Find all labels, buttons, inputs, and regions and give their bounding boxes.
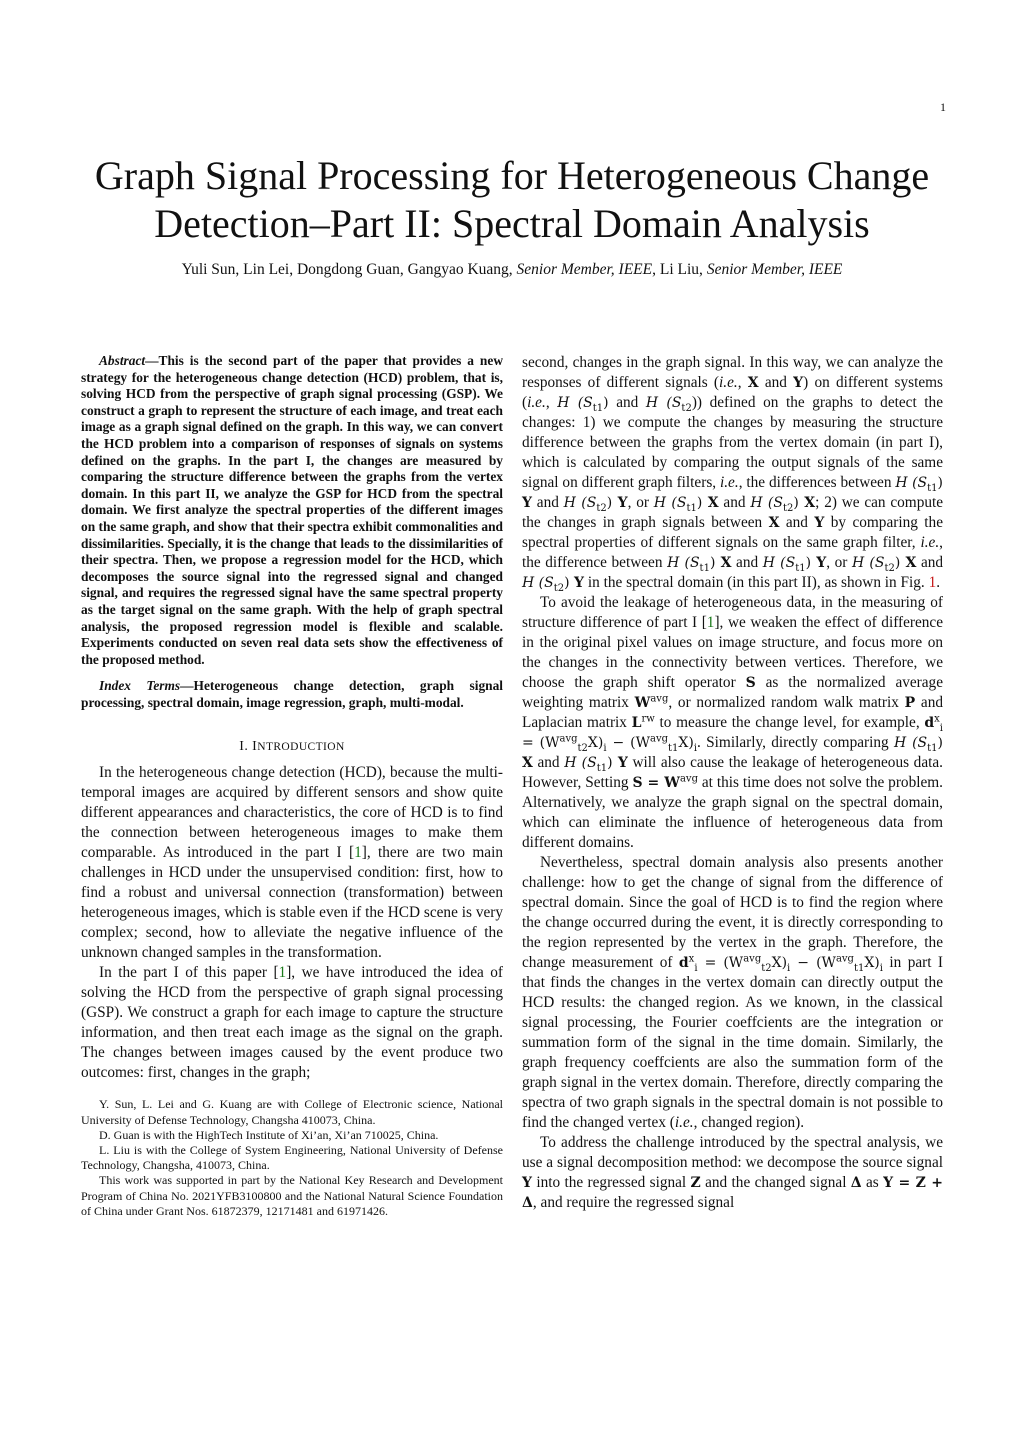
math-L-rw bbox=[632, 715, 655, 731]
subscript: i bbox=[939, 722, 943, 734]
math-H-S: H (S bbox=[653, 495, 687, 511]
text-span: , the differences between bbox=[738, 474, 896, 491]
subscript: t2 bbox=[577, 742, 588, 754]
text-span: In the part I of this paper [ bbox=[99, 964, 279, 982]
text-span: , bbox=[737, 374, 748, 391]
text-span: and bbox=[532, 494, 564, 511]
math-Z: Z bbox=[690, 1175, 701, 1191]
math-part: X) bbox=[864, 955, 880, 971]
math-H-S: H (S bbox=[667, 555, 700, 571]
math-paren: ) bbox=[937, 475, 944, 491]
superscript: avg bbox=[743, 953, 762, 965]
left-column bbox=[81, 353, 503, 1219]
text-span: and bbox=[779, 514, 815, 531]
subscript: t1 bbox=[927, 482, 938, 494]
text-span: into the regressed signal bbox=[532, 1174, 691, 1191]
footnotes bbox=[81, 1097, 503, 1219]
subscript: t1 bbox=[592, 402, 604, 414]
superscript: rw bbox=[641, 713, 655, 725]
subscript: t1 bbox=[668, 742, 679, 754]
math-decomposition: Y = Z + Δ bbox=[522, 1175, 943, 1211]
subscript: i bbox=[694, 962, 698, 974]
math-S-equals-W-avg bbox=[632, 775, 698, 791]
index-terms-lead: Index Terms bbox=[99, 678, 181, 694]
math-Y: Y bbox=[522, 1175, 532, 1191]
math-H-S-t2-X bbox=[750, 495, 816, 514]
footnote: Y. Sun, L. Lei and G. Kuang are with College of Electronic science, National University of Defense Technology, Changsha 410073, China. bbox=[81, 1097, 503, 1127]
text-span: , bbox=[545, 394, 558, 411]
text-span: . bbox=[936, 574, 941, 591]
right-paragraph-4 bbox=[522, 1133, 943, 1213]
math-paren: ) bbox=[696, 495, 703, 511]
ie-abbr: i.e. bbox=[527, 394, 546, 411]
text-span: , or normalized random walk matrix bbox=[668, 694, 905, 711]
text-span: and bbox=[758, 374, 794, 391]
text-span: as bbox=[861, 1174, 884, 1191]
math-H-S: H (S bbox=[893, 735, 928, 751]
ie-abbr: i.e. bbox=[920, 534, 940, 551]
math-X: X bbox=[747, 375, 759, 391]
intro-paragraph-1 bbox=[81, 763, 503, 963]
math-paren: ) bbox=[709, 555, 716, 571]
math-H-S-t2-Y bbox=[522, 575, 585, 594]
footnote: This work was supported in part by the National Key Research and Development Program of China No. 2021YFB3100800 and the National Natural Science Foundation of China under Grant Nos. 61872379, 12171481 and 61971426. bbox=[81, 1173, 503, 1218]
math-part: = (W bbox=[522, 735, 560, 751]
superscript: avg bbox=[679, 773, 698, 785]
ie-abbr: i.e. bbox=[674, 1114, 694, 1131]
footnote: D. Guan is with the HighTech Institute of Xi’an, Xi’an 710025, China. bbox=[99, 1127, 439, 1142]
math-X: X bbox=[768, 515, 780, 531]
math-X: X bbox=[804, 495, 816, 511]
subscript: t2 bbox=[783, 502, 794, 514]
text-span: To avoid the leakage of heterogeneous data, in the measuring of structure difference of part I [ bbox=[522, 594, 943, 631]
math-H-S: H (S bbox=[557, 395, 593, 411]
math-Y: Y bbox=[814, 515, 825, 531]
citation-link[interactable]: 1 bbox=[706, 614, 715, 631]
math-part: = (W bbox=[697, 955, 744, 971]
subscript: i bbox=[603, 742, 607, 754]
math-H-S: H (S bbox=[851, 555, 885, 571]
math-paren: ) bbox=[805, 555, 812, 571]
right-paragraph-1 bbox=[522, 353, 943, 593]
text-span: and bbox=[731, 554, 763, 571]
index-terms-text: —Heterogeneous change detection, graph signal processing, spectral domain, image regression, graph, multi-modal. bbox=[81, 678, 503, 710]
math-H-S: H (S bbox=[750, 495, 783, 511]
math-H-S: H (S bbox=[645, 395, 682, 411]
subscript: t2 bbox=[761, 962, 772, 974]
math-Y: Y bbox=[522, 495, 532, 511]
abstract-text: —This is the second part of the paper that provides a new strategy for the heterogeneous change detection (HCD) problem, that is, solving HCD from the perspective of graph signal processing (GSP). We construct a graph to represent the structure of each image, and treat each image as a graph signal defined on the graph. In this way, we can convert the HCD problem into a comparison of responses of signals on systems defined on the graphs. In the part I, the changes are measured by comparing the structure difference between the graphs from the vertex domain. In this part II, we analyze the GSP for HCD from the spectral domain. We first analyze the spectral properties of the different images on the same graph, and show that their spectra exhibit commonalities and dissimilarities. Specially, it is the change that leads to the dissimilarities of their spectra. Then, we propose a regression model for the HCD, which decomposes the source signal into the regressed signal and changed signal, and requires the regressed signal have the same spectral property as the target signal on the same graph. With the help of graph spectral analysis, the proposed regression model is flexible and scalable. Experiments conducted on seven real data sets show the effectiveness of the proposed method. bbox=[81, 353, 503, 667]
math-H-S-t1 bbox=[557, 395, 609, 414]
math-paren: ) bbox=[606, 495, 613, 511]
text-span: To address the challenge introduced by the spectral analysis, we use a signal decomposition method: we decompose the source signal bbox=[522, 1134, 943, 1171]
math-H-S: H (S bbox=[762, 555, 796, 571]
math-H-S: H (S bbox=[563, 495, 597, 511]
math-part: X) bbox=[678, 735, 694, 751]
section-numeral: I. bbox=[239, 739, 253, 755]
authors-part-1: Yuli Sun, Lin Lei, Dongdong Guan, Gangyao Kuang, bbox=[181, 261, 517, 278]
text-span: will also cause the leakage of heterogeneous data. However, Setting bbox=[522, 754, 943, 791]
subscript: t1 bbox=[795, 562, 806, 574]
text-span: ], we have introduced the idea of solving the HCD from the perspective of graph signal processing (GSP). We construct a graph for each image to capture the structure information, and then treat each image as the signal on the graph. The changes between images caused by the event produce two outcomes: first, changes in the graph; bbox=[81, 964, 504, 1082]
math-change-equation bbox=[678, 953, 883, 974]
right-paragraph-3 bbox=[522, 853, 943, 1133]
text-span: at this time does not solve the problem. Alternatively, we analyze the graph signal on the spectral domain, which can eliminate the influence of heterogeneous data from different domains. bbox=[522, 774, 943, 851]
math-paren: ) bbox=[564, 575, 570, 591]
footnote: L. Liu is with the College of System Engineering, National University of Defense Technology, Changsha, 410073, China. bbox=[81, 1143, 503, 1173]
text-span: , or bbox=[627, 494, 654, 511]
text-span: and bbox=[718, 494, 751, 511]
math-paren: ) bbox=[937, 735, 944, 751]
math-W: W bbox=[634, 695, 651, 711]
text-span: , or bbox=[826, 554, 852, 571]
abstract-lead: Abstract bbox=[99, 353, 146, 368]
math-Y: Y bbox=[816, 555, 827, 571]
ie-abbr: i.e. bbox=[719, 374, 738, 391]
subscript: t1 bbox=[596, 762, 608, 774]
math-part: − (W bbox=[790, 955, 836, 971]
text-span: and the changed signal bbox=[700, 1174, 851, 1191]
figure-link[interactable]: 1 bbox=[928, 574, 937, 591]
superscript: avg bbox=[650, 733, 669, 745]
math-X: X bbox=[707, 495, 719, 511]
superscript: avg bbox=[559, 733, 578, 745]
subscript: i bbox=[693, 742, 698, 754]
citation-link[interactable]: 1 bbox=[278, 964, 287, 982]
text-span: in the spectral domain (in this part II), as shown in Fig. bbox=[584, 574, 929, 591]
text-span: and bbox=[608, 394, 646, 411]
subscript: t2 bbox=[884, 562, 895, 574]
math-H-S-t1-X bbox=[667, 555, 732, 574]
section-heading-introduction bbox=[81, 739, 503, 755]
math-part: X) bbox=[771, 955, 788, 971]
citation-link[interactable]: 1 bbox=[354, 844, 362, 862]
text-span: to measure the change level, for example, bbox=[654, 714, 925, 731]
intro-paragraph-2 bbox=[81, 963, 503, 1083]
subscript: i bbox=[879, 962, 883, 974]
math-Y: Y bbox=[617, 755, 628, 771]
right-column bbox=[522, 353, 943, 1213]
math-W-avg bbox=[635, 695, 669, 711]
section-title-rest: NTRODUCTION bbox=[257, 741, 345, 754]
superscript: x bbox=[934, 713, 940, 725]
text-span: ; 2) we can compute the changes in graph signals between bbox=[522, 494, 944, 531]
text-span: . Similarly, directly comparing bbox=[697, 734, 894, 751]
math-H-S-t1-Y bbox=[762, 555, 827, 574]
text-span: as the normalized average weighting matrix bbox=[522, 674, 943, 711]
superscript: avg bbox=[835, 953, 854, 965]
math-paren: ) bbox=[607, 755, 613, 771]
abstract bbox=[81, 353, 503, 668]
superscript: avg bbox=[650, 693, 669, 705]
author-role-2: Senior Member, IEEE bbox=[706, 261, 843, 278]
index-terms bbox=[81, 678, 503, 711]
math-P: P bbox=[904, 695, 916, 711]
subscript: i bbox=[787, 962, 791, 974]
text-span: , the difference between bbox=[522, 534, 943, 571]
math-H-S: H (S bbox=[564, 755, 597, 771]
text-span: and bbox=[916, 554, 944, 571]
text-span: and Laplacian matrix bbox=[522, 694, 943, 731]
text-span: In the heterogeneous change detection (HCD), because the multi-temporal images are acquired by different sensors and show quite different appearances and characteristics, the core of HCD is to find the connection between heterogeneous images to make them comparable. As introduced in the part I [ bbox=[81, 764, 503, 862]
math-Y: Y bbox=[793, 375, 804, 391]
text-span: ], we weaken the effect of difference in the original pixel values on image structure, and focus more on the changes in the connectivity between vertices. Therefore, we choose the graph shift operator bbox=[522, 614, 944, 691]
math-H-S: H (S bbox=[895, 475, 928, 491]
math-H-S-t1-Y bbox=[564, 755, 628, 774]
superscript: x bbox=[688, 953, 695, 965]
text-span: Nevertheless, spectral domain analysis also presents another challenge: how to get the change of signal from the difference of spectral domain. Since the goal of HCD is to find the region where the change occurred during the event, it is directly corresponding to the region represented by the vertex in the graph. Therefore, the change measurement of bbox=[522, 854, 943, 971]
ie-abbr: i.e. bbox=[719, 474, 739, 491]
math-part: X) bbox=[587, 735, 604, 751]
text-span: by comparing the spectral properties of different signals on the same graph filter, bbox=[522, 514, 943, 551]
subscript: t1 bbox=[927, 742, 938, 754]
math-L: L bbox=[631, 715, 642, 731]
page-number: 1 bbox=[940, 100, 946, 114]
math-S-eq-W: S = W bbox=[632, 775, 680, 791]
math-S: S bbox=[745, 675, 756, 691]
math-H-S-t1-X bbox=[653, 495, 719, 514]
subscript: t2 bbox=[596, 502, 607, 514]
text-span: , changed region). bbox=[693, 1114, 805, 1131]
subscript: t2 bbox=[553, 582, 565, 594]
author-list bbox=[40, 260, 984, 280]
math-X: X bbox=[522, 755, 533, 771]
math-X: X bbox=[905, 555, 917, 571]
subscript: t1 bbox=[686, 502, 697, 514]
math-paren: ) bbox=[894, 555, 901, 571]
math-Delta: Δ bbox=[850, 1175, 862, 1191]
text-span: in part I that finds the changes in the vertex domain can directly output the HCD results: the changed region. As we known, in the classical signal processing, the Fourier coeffcients are the integration or summation form of the signal in the time domain. Similarly, the graph frequency coeffcients are also the summation form of the graph signal in the vertex domain. Therefore, directly comparing the spectra of two graph signals in the spectral domain is not possible to find the changed vertex ( bbox=[522, 954, 944, 1131]
math-X: X bbox=[720, 555, 732, 571]
math-Y: Y bbox=[617, 495, 628, 511]
subscript: t1 bbox=[699, 562, 710, 574]
text-span: ], there are two main challenges in HCD under the unsupervised condition: first, how to find a robust and universal connection (transformation) between heterogeneous images, which is stable even if the HCD scene is very complex; second, how to alleviate the negative influence of the unknown changed samples in the transformation. bbox=[81, 844, 503, 962]
paper-title: Graph Signal Processing for Heterogeneous Change Detection–Part II: Spectral Domain Analysis bbox=[94, 153, 930, 246]
text-span: ) on different systems ( bbox=[522, 374, 943, 411]
math-paren: ) bbox=[793, 495, 799, 511]
math-H-S-t2-Y bbox=[563, 495, 628, 514]
section-initial: I bbox=[252, 739, 258, 755]
text-span: )) defined on the graphs to detect the changes: 1) we compute the changes by measuring the structure difference between the graphs from the vertex domain (in part I), which is calculated by comparing the output signals of the same signal on different graph filters, bbox=[522, 394, 943, 491]
subscript: t1 bbox=[853, 962, 865, 974]
author-role-1: Senior Member, IEEE bbox=[516, 261, 653, 278]
math-d: d bbox=[678, 955, 689, 971]
text-span: and bbox=[532, 754, 565, 771]
math-d: d bbox=[924, 715, 935, 731]
text-span: second, changes in the graph signal. In this way, we can analyze the responses of different signals ( bbox=[522, 354, 943, 391]
math-Y: Y bbox=[574, 575, 585, 591]
text-span: , and require the regressed signal bbox=[532, 1194, 735, 1211]
math-part: − (W bbox=[606, 735, 650, 751]
math-H-S: H (S bbox=[522, 575, 554, 591]
math-H-S-t2-X bbox=[851, 555, 917, 574]
authors-part-2: , Li Liu, bbox=[652, 261, 707, 278]
subscript: t2 bbox=[681, 402, 692, 414]
right-paragraph-2 bbox=[522, 593, 943, 853]
math-paren: ) bbox=[603, 395, 609, 411]
math-H-S-t2 bbox=[645, 395, 692, 414]
